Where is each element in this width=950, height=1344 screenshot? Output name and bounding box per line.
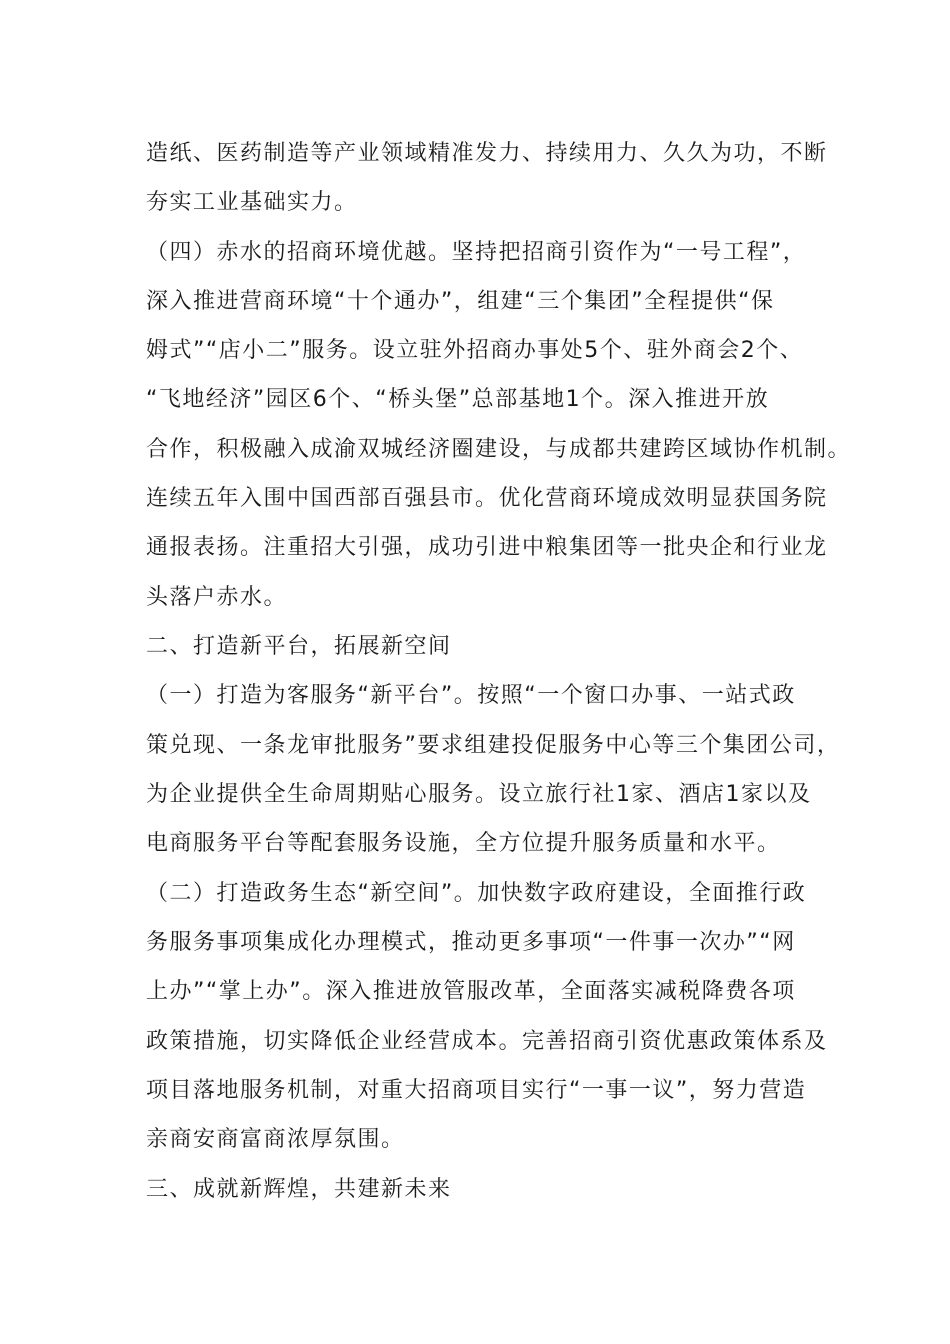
paragraph-line: 电商服务平台等配套服务设施，全方位提升服务质量和水平。 — [146, 831, 781, 856]
paragraph-line: 深入推进营商环境“十个通办”，组建“三个集团”全程提供“保 — [146, 289, 775, 314]
paragraph-line: 合作，积极融入成渝双城经济圈建设，与成都共建跨区域协作机制。 — [146, 437, 852, 462]
section-heading: 二、打造新平台，拓展新空间 — [146, 634, 452, 659]
paragraph-line: 连续五年入围中国西部百强县市。优化营商环境成效明显获国务院 — [146, 486, 828, 511]
paragraph-line: （一）打造为客服务“新平台”。按照“一个窗口办事、一站式政 — [146, 683, 796, 708]
section-heading: 三、成就新辉煌，共建新未来 — [146, 1177, 452, 1202]
paragraph-line: 务服务事项集成化办理模式，推动更多事项“一件事一次办”“网 — [146, 930, 796, 955]
paragraph-line: 姆式”“店小二”服务。设立驻外招商办事处5个、驻外商会2个、 — [146, 338, 804, 363]
paragraph-line: “飞地经济”园区6个、“桥头堡”总部基地1个。深入推进开放 — [146, 387, 770, 412]
paragraph-line: 夯实工业基础实力。 — [146, 190, 358, 215]
paragraph-line: 策兑现、一条龙审批服务”要求组建投促服务中心等三个集团公司， — [146, 733, 841, 758]
paragraph-line: 上办”“掌上办”。深入推进放管服改革，全面落实减税降费各项 — [146, 979, 796, 1004]
paragraph-line: 亲商安商富商浓厚氛围。 — [146, 1127, 405, 1152]
paragraph-line: 政策措施，切实降低企业经营成本。完善招商引资优惠政策体系及 — [146, 1029, 828, 1054]
paragraph-line: （二）打造政务生态“新空间”。加快数字政府建设，全面推行政 — [146, 881, 807, 906]
paragraph-line: 造纸、医药制造等产业领域精准发力、持续用力、久久为功，不断 — [146, 141, 828, 166]
paragraph-line: （四）赤水的招商环境优越。坚持把招商引资作为“一号工程”， — [146, 240, 807, 265]
paragraph-line: 头落户赤水。 — [146, 585, 288, 610]
paragraph-line: 通报表扬。注重招大引强，成功引进中粮集团等一批央企和行业龙 — [146, 535, 828, 560]
paragraph-line: 为企业提供全生命周期贴心服务。设立旅行社1家、酒店1家以及 — [146, 782, 812, 807]
paragraph-line: 项目落地服务机制，对重大招商项目实行“一事一议”，努力营造 — [146, 1078, 807, 1103]
